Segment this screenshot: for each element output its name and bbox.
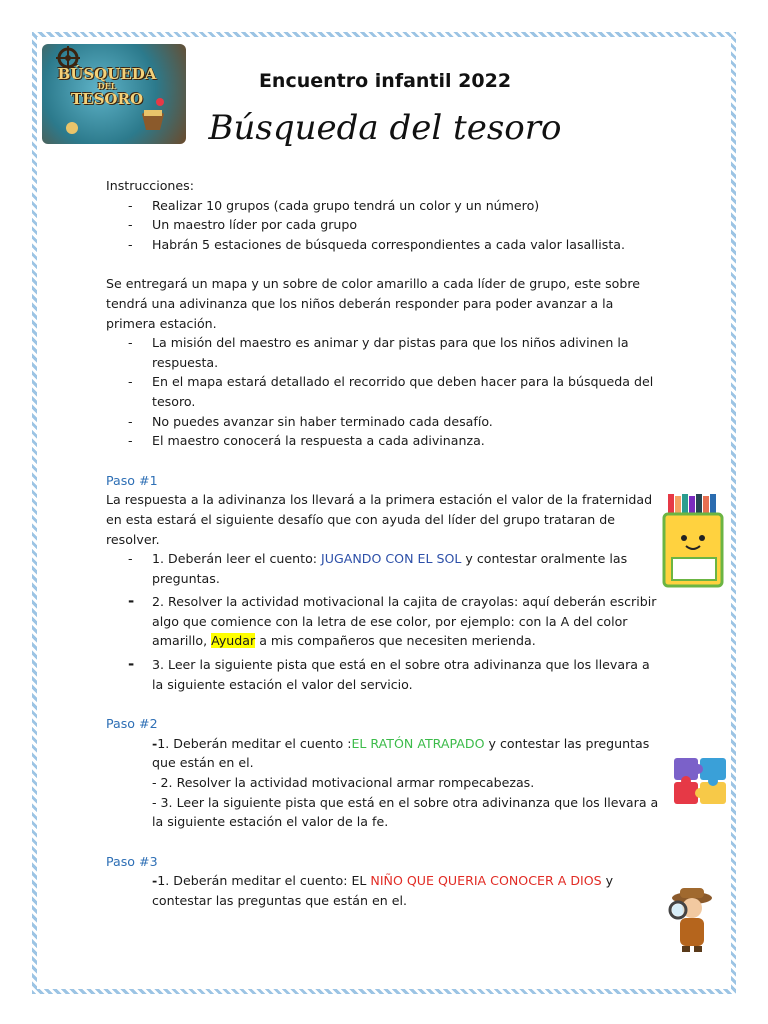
list-item: - El maestro conocerá la respuesta a cada adivinanza. bbox=[128, 433, 485, 449]
list-item: - La misión del maestro es animar y dar pistas para que los niños adivinen la respuesta. bbox=[128, 335, 629, 370]
logo-text bbox=[52, 66, 162, 107]
puzzle-icon bbox=[672, 756, 730, 808]
logo-line-3: TESORO bbox=[70, 90, 144, 108]
list-item: - 1. Deberán leer el cuento: JUGANDO CON EL SOL y contestar oralmente las preguntas. bbox=[128, 551, 628, 586]
list-item: - No puedes avanzar sin haber terminado cada desafío. bbox=[128, 413, 493, 429]
paso1-list bbox=[106, 549, 662, 588]
list-item: - 3. Leer la siguiente pista que está en el sobre otra adivinanza que los llevara a la siguiente estación el valor del servicio. bbox=[128, 655, 650, 692]
highlighted-word: Ayudar bbox=[211, 633, 256, 649]
logo-line-2: DEL bbox=[97, 81, 117, 91]
list-item: - 2. Resolver la actividad motivacional la cajita de crayolas: aquí deberán escribir algo que comience con la letra de ese color, por ejemplo: con la A del color amarillo, Ayudar a mis compañeros que necesiten merienda. bbox=[128, 592, 657, 649]
paso3-item-1: -1. Deberán meditar el cuento: EL NIÑO QUE QUERIA CONOCER A DIOS y contestar las preguntas que están en el. bbox=[152, 873, 614, 908]
paso1-paragraph: La respuesta a la adivinanza los llevará a la primera estación el valor de la fraternidad en esta estará el siguiente desafío que con ayuda del líder del grupo trataran de resolver. bbox=[106, 492, 653, 547]
page-title: Encuentro infantil 2022 bbox=[258, 70, 512, 92]
intro-paragraph: Se entregará un mapa y un sobre de color amarillo a cada líder de grupo, este sobre tendrá una adivinanza que los niños deberán responder para poder avanzar a la primera estación. bbox=[106, 276, 641, 331]
intro-list bbox=[106, 333, 662, 451]
paso3-title: Paso #3 bbox=[106, 853, 158, 869]
treasure-hunt-logo bbox=[42, 44, 186, 144]
story-title-raton: EL RATÓN ATRAPADO bbox=[351, 735, 485, 751]
list-item: - En el mapa estará detallado el recorrido que deben hacer para la búsqueda del tesoro. bbox=[128, 374, 654, 409]
story-title-sol: JUGANDO CON EL SOL bbox=[321, 551, 462, 567]
list-item: - Un maestro líder por cada grupo bbox=[128, 217, 358, 233]
instructions-heading: Instrucciones: bbox=[106, 178, 194, 193]
paso2-item-2: - 2. Resolver la actividad motivacional armar rompecabezas. bbox=[152, 775, 535, 791]
detective-icon bbox=[668, 884, 720, 954]
list-item: - Realizar 10 grupos (cada grupo tendrá un color y un número) bbox=[128, 197, 540, 213]
list-item: - Habrán 5 estaciones de búsqueda correspondientes a cada valor lasallista. bbox=[128, 236, 625, 252]
page-subtitle: Búsqueda del tesoro bbox=[208, 108, 562, 148]
paso2-title: Paso #2 bbox=[106, 716, 158, 732]
story-title-nino: NIÑO QUE QUERIA CONOCER A DIOS bbox=[370, 873, 602, 889]
paso2-item-3: - 3. Leer la siguiente pista que está en el sobre otra adivinanza que los llevara a la siguiente estación el valor de la fe. bbox=[152, 794, 659, 830]
paso2-item-1: -1. Deberán meditar el cuento :EL RATÓN ATRAPADO y contestar las preguntas que están en el. bbox=[152, 735, 650, 771]
document-body bbox=[106, 176, 662, 911]
logo-line-1: BÚSQUEDA bbox=[57, 65, 157, 83]
instructions-list bbox=[106, 196, 662, 255]
crayon-box-icon bbox=[662, 492, 726, 590]
paso1-list-bold bbox=[106, 592, 662, 694]
paso1-title: Paso #1 bbox=[106, 472, 158, 488]
